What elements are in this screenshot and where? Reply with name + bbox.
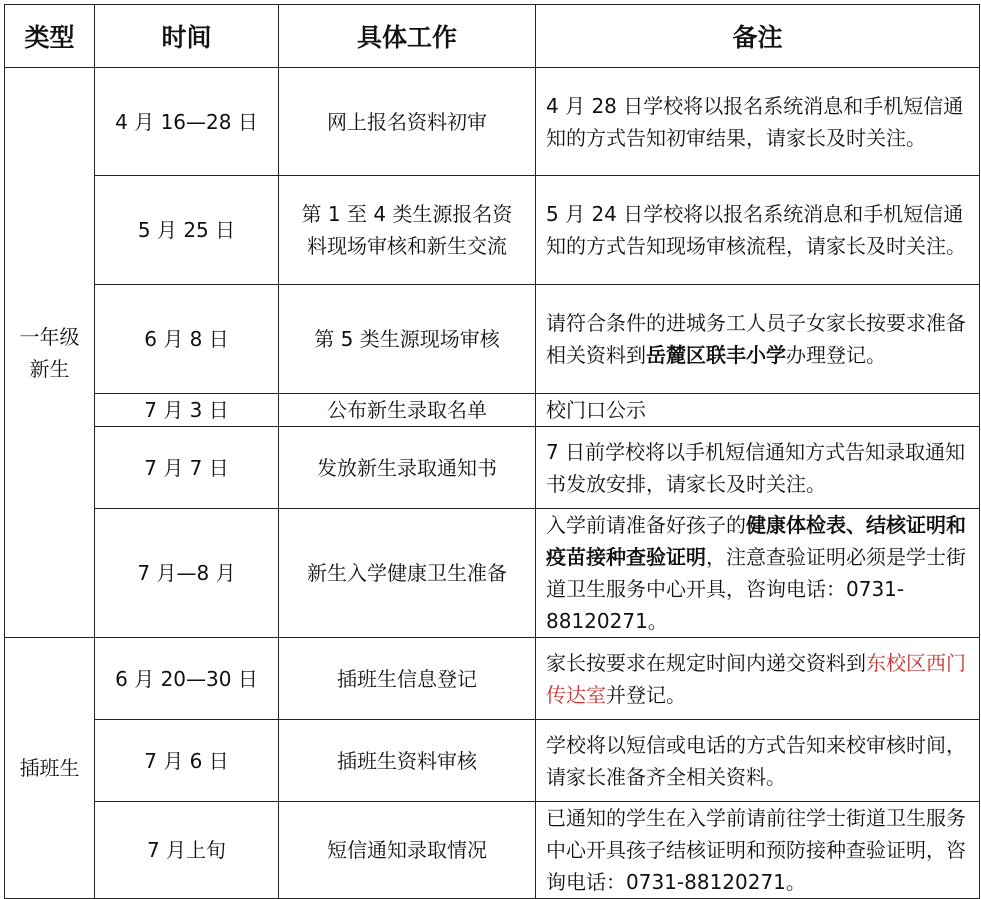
group-transfer: 插班生 (5, 638, 95, 899)
row-note: 校门口公示 (536, 394, 980, 427)
table-row (5, 638, 980, 720)
group-freshman: 一年级新生 (5, 68, 95, 638)
row-note: 学校将以短信或电话的方式告知来校审核时间，请家长准备齐全相关资料。 (536, 720, 980, 802)
row-work: 网上报名资料初审 (279, 68, 536, 176)
row-work: 新生入学健康卫生准备 (279, 509, 536, 638)
highlight-documents: 健康体检表、结核证明和疫苗接种查验证明 (546, 513, 966, 569)
row-time: 7 月 7 日 (95, 427, 279, 509)
enrollment-schedule-table (4, 4, 980, 899)
row-note: 家长按要求在规定时间内递交资料到东校区西门传达室并登记。 (536, 638, 980, 720)
table-row (5, 285, 980, 394)
table-row (5, 720, 980, 802)
row-time: 6 月 8 日 (95, 285, 279, 394)
row-work: 公布新生录取名单 (279, 394, 536, 427)
table-row (5, 427, 980, 509)
row-work: 第 1 至 4 类生源报名资料现场审核和新生交流 (279, 176, 536, 285)
header-time: 时间 (95, 5, 279, 68)
header-work: 具体工作 (279, 5, 536, 68)
row-work: 插班生信息登记 (279, 638, 536, 720)
row-note: 请符合条件的进城务工人员子女家长按要求准备相关资料到岳麓区联丰小学办理登记。 (536, 285, 980, 394)
row-time: 7 月上旬 (95, 802, 279, 899)
table-row (5, 68, 980, 176)
table-row (5, 509, 980, 638)
header-type: 类型 (5, 5, 95, 68)
row-note: 入学前请准备好孩子的健康体检表、结核证明和疫苗接种查验证明，注意查验证明必须是学士街道卫生服务中心开具，咨询电话：0731-88120271。 (536, 509, 980, 638)
highlight-location-red: 东校区西门传达室 (546, 650, 966, 707)
row-time: 6 月 20—30 日 (95, 638, 279, 720)
row-time: 4 月 16—28 日 (95, 68, 279, 176)
row-time: 7 月—8 月 (95, 509, 279, 638)
row-time: 7 月 3 日 (95, 394, 279, 427)
row-work: 发放新生录取通知书 (279, 427, 536, 509)
row-note: 4 月 28 日学校将以报名系统消息和手机短信通知的方式告知初审结果，请家长及时关注。 (536, 68, 980, 176)
highlight-location: 岳麓区联丰小学 (646, 343, 786, 367)
row-note: 5 月 24 日学校将以报名系统消息和手机短信通知的方式告知现场审核流程，请家长及时关注。 (536, 176, 980, 285)
table-row (5, 176, 980, 285)
row-note: 已通知的学生在入学前请前往学士街道卫生服务中心开具孩子结核证明和预防接种查验证明，咨询电话：0731-88120271。 (536, 802, 980, 899)
header-note: 备注 (536, 5, 980, 68)
row-work: 短信通知录取情况 (279, 802, 536, 899)
row-note: 7 日前学校将以手机短信通知方式告知录取通知书发放安排，请家长及时关注。 (536, 427, 980, 509)
row-work: 插班生资料审核 (279, 720, 536, 802)
row-time: 5 月 25 日 (95, 176, 279, 285)
row-work: 第 5 类生源现场审核 (279, 285, 536, 394)
table-row (5, 802, 980, 899)
header-row (5, 5, 980, 68)
row-time: 7 月 6 日 (95, 720, 279, 802)
table-row (5, 394, 980, 427)
